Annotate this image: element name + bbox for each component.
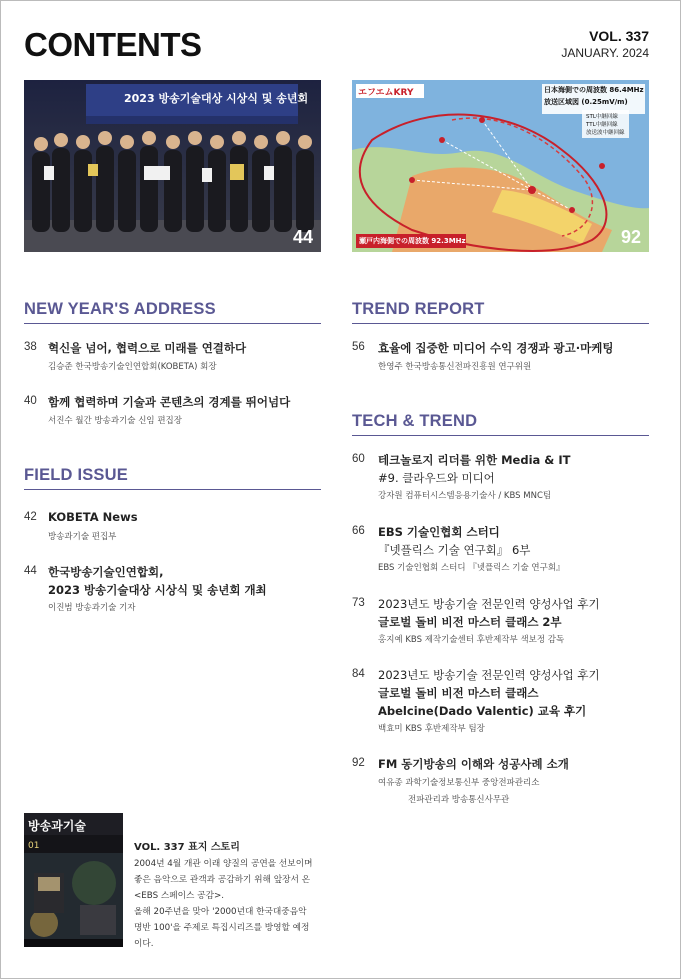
- entry-page-number: 42: [24, 511, 37, 523]
- entry-page-number: 66: [352, 525, 365, 537]
- section-divider: [352, 323, 649, 324]
- entry-title: EBS 기술인협회 스터디: [378, 525, 500, 539]
- entry-title: 혁신을 넘어, 협력으로 미래를 연결하다: [48, 341, 247, 355]
- entry-title-line2: 글로벌 돌비 비전 마스터 클래스 2부: [378, 615, 562, 629]
- entry-author: EBS 기술인협회 스터디 『넷플릭스 기술 연구회』: [378, 563, 565, 573]
- entry-author: 방송과기술 편집부: [48, 532, 117, 542]
- map-legend-title: 日本海側での周波数 86.4MHz: [544, 86, 644, 94]
- entry-author: 김승준 한국방송기술인연합회(KOBETA) 회장: [48, 362, 217, 372]
- magazine-cover-thumbnail[interactable]: [24, 813, 123, 947]
- map-page-number: 92: [620, 227, 641, 247]
- entry-title: 함께 협력하며 기술과 콘텐츠의 경계를 뛰어넘다: [48, 395, 291, 409]
- cover-story-line: 올해 20주년을 맞아 '2000년대 한국대중음악: [134, 907, 307, 917]
- entry-title-line2: #9. 클라우드와 미디어: [378, 471, 495, 485]
- entry-page-number: 44: [24, 565, 37, 577]
- map-legend: [582, 110, 629, 138]
- map-bottom-caption: 瀬戸内海側での周波数 92.3MHz: [359, 237, 466, 245]
- legend-item-ttl: TTL中継回線: [586, 122, 618, 128]
- entry-title-line2: 2023 방송기술대상 시상식 및 송년회 개최: [48, 583, 267, 597]
- entry-author: 서진수 월간 방송과기술 신임 편집장: [48, 416, 182, 426]
- entry-page-number: 73: [352, 597, 365, 609]
- award-ceremony-photo[interactable]: [24, 80, 321, 252]
- map-legend-subtitle: 放送区域図 (0.25mV/m): [544, 98, 628, 106]
- entry-title: 한국방송기술인연합회,: [48, 565, 164, 579]
- section-heading-tech-trend: TECH & TREND: [352, 412, 478, 430]
- entry-title-line2: 글로벌 돌비 비전 마스터 클래스: [378, 686, 539, 700]
- entry-title: KOBETA News: [48, 510, 138, 524]
- volume-label: VOL. 337: [589, 28, 649, 44]
- entry-page-number: 56: [352, 341, 365, 353]
- entry-author-line2: 전파관리과 방송통신사무관: [408, 795, 510, 805]
- entry-author: 한영주 한국방송통신전파진흥원 연구위원: [378, 362, 532, 372]
- issue-date: JANUARY. 2024: [561, 46, 649, 60]
- cover-story-line: 명반 100'을 주제로 특집시리즈를 방영할 예정: [134, 923, 310, 933]
- entry-author: 이진범 방송과기술 기자: [48, 603, 136, 613]
- entry-page-number: 38: [24, 341, 37, 353]
- cover-story-title: VOL. 337 표지 스토리: [134, 842, 240, 853]
- cover-masthead: 방송과기술: [28, 819, 86, 833]
- section-heading-new-year: NEW YEAR'S ADDRESS: [24, 300, 216, 318]
- section-divider: [352, 435, 649, 436]
- cover-story-line: 좋은 음악으로 관객과 공감하기 위해 앞장서 온: [134, 875, 311, 885]
- cover-story-line: 이다.: [134, 939, 154, 949]
- entry-title: 효율에 집중한 미디어 수익 경쟁과 광고·마케팅: [378, 341, 614, 355]
- section-heading-field-issue: FIELD ISSUE: [24, 466, 128, 484]
- entry-page-number: 92: [352, 757, 365, 769]
- section-divider: [24, 489, 321, 490]
- cover-story-line: 2004년 4월 개관 이래 양질의 공연을 선보이며: [134, 859, 313, 869]
- entry-author: 여유종 과학기술정보통신부 중앙전파관리소: [378, 778, 540, 788]
- entry-title-line2: 『넷플릭스 기술 연구회』 6부: [378, 543, 531, 557]
- entry-title: FM 동기방송의 이해와 성공사례 소개: [378, 757, 569, 771]
- entry-author: 홍지예 KBS 제작기술센터 후반제작부 색보정 감독: [378, 635, 565, 645]
- entry-author: 강자원 컴퓨터시스템응용기술사 / KBS MNC팀: [378, 491, 552, 501]
- entry-page-number: 40: [24, 395, 37, 407]
- cover-issue-number: 01: [28, 841, 40, 851]
- entry-title: 2023년도 방송기술 전문인력 양성사업 후기: [378, 668, 600, 682]
- banner-text: 2023 방송기술대상 시상식 및 송년회: [124, 92, 309, 105]
- entry-title-line3: Abelcine(Dado Valentic) 교육 후기: [378, 704, 587, 718]
- entry-title: 테크놀로지 리더를 위한 Media & IT: [378, 453, 571, 467]
- legend-item-stl: STL中継回線: [586, 114, 618, 120]
- photo-page-number: 44: [292, 227, 313, 247]
- section-divider: [24, 323, 321, 324]
- map-logo: エフエムKRY: [358, 88, 414, 98]
- legend-item-relay: 放送波中継回線: [586, 130, 625, 136]
- page-title: CONTENTS: [24, 26, 202, 63]
- entry-page-number: 60: [352, 453, 365, 465]
- entry-title: 2023년도 방송기술 전문인력 양성사업 후기: [378, 597, 600, 611]
- section-heading-trend-report: TREND REPORT: [352, 300, 485, 318]
- entry-author: 백효미 KBS 후반제작부 팀장: [378, 724, 485, 734]
- broadcast-area-map[interactable]: [352, 80, 649, 252]
- cover-story-line: <EBS 스페이스 공감>.: [134, 891, 225, 901]
- entry-page-number: 84: [352, 668, 365, 680]
